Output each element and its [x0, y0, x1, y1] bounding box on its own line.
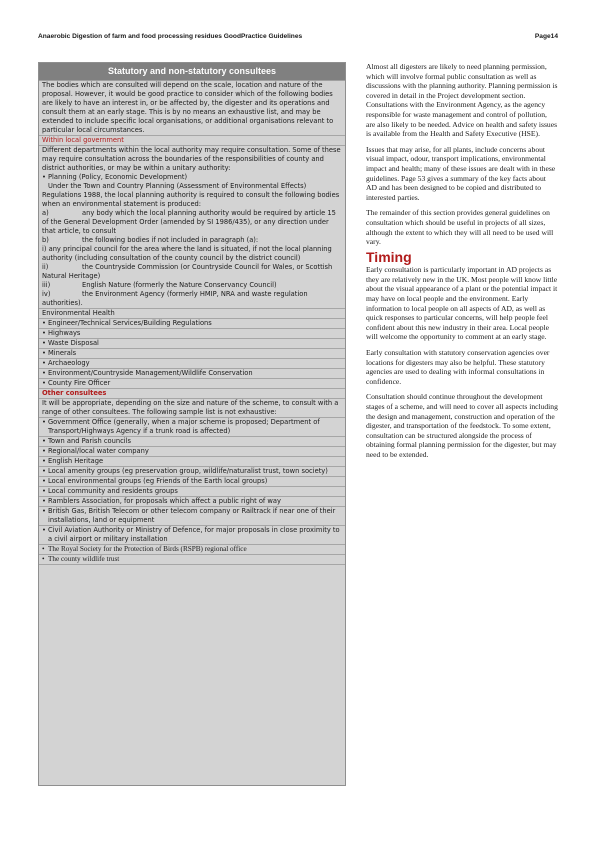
item-text: the Countryside Commission (or Countryside Council for Wales, or Scottish Natural Heritage)	[42, 263, 333, 280]
item-a	[42, 209, 342, 236]
page-header	[38, 33, 558, 45]
right-column	[366, 62, 558, 466]
bullet-icon: •	[42, 526, 46, 534]
item-iv	[42, 290, 342, 308]
bullet-text: Local environmental groups (eg Friends of the Earth local groups)	[48, 477, 268, 485]
bullet-icon: •	[42, 477, 46, 485]
local-bullet-list	[39, 319, 345, 389]
local-intro-row	[39, 146, 345, 309]
bullet-icon: •	[42, 447, 46, 455]
paragraph: Issues that may arise, for all plants, include concerns about visual impact, odour, transport implications, environmental impact and health; many of these issues are dealt with in these guidelines. Page 53 gives a summary of the key facts about AD and has been designed to be copied and distributed to interested parties.	[366, 144, 556, 202]
bullet-icon: •	[42, 437, 46, 445]
env-health-row	[39, 309, 345, 319]
bullet-text: Local community and residents groups	[48, 487, 178, 495]
intro-row	[39, 81, 345, 136]
other-consultees-heading: Other consultees	[42, 389, 107, 397]
bullet-text: British Gas, British Telecom or other telecom company or Railtrack if near one of their installations, land or equipment	[48, 507, 336, 524]
item-text: the Environment Agency (formerly HMIP, NRA and waste regulation authorities).	[42, 290, 308, 307]
list-item	[39, 467, 345, 477]
bullet-text: The Royal Society for the Protection of Birds (RSPB) regional office	[48, 545, 247, 553]
paragraph: The remainder of this section provides general guidelines on consultation which should be useful in projects of all sizes, although the extent to which they will all need to be used will vary.	[366, 208, 554, 247]
paragraph: Almost all digesters are likely to need planning permission, which will involve formal public consultation as well as discussions with the planning authority. Planning permission is covered in detail in the Project development section. Consultations with the Environment Agency, as the agency responsible for waste management and control of pollution, are also likely to be needed. Advice on health and safety issues is available from the Health and Safety Executive (HSE).	[366, 62, 558, 139]
bullet-text: Town and Parish councils	[48, 437, 131, 445]
list-item	[39, 418, 345, 437]
list-item	[39, 369, 345, 379]
other-heading-row	[39, 389, 345, 399]
list-item	[39, 329, 345, 339]
bullet-text: Ramblers Association, for proposals which affect a public right of way	[48, 497, 281, 505]
item-label: iv)	[42, 290, 51, 298]
list-item	[39, 339, 345, 349]
list-item	[39, 497, 345, 507]
bullet-text: Government Office (generally, when a major scheme is proposed; Department of Transport/Highways Agency if a trunk road is affected)	[48, 418, 320, 435]
consultees-box	[38, 62, 346, 786]
box-body	[39, 81, 345, 565]
bullet-text: Highways	[48, 329, 81, 337]
bullet-icon: •	[42, 359, 46, 367]
list-item	[39, 437, 345, 447]
other-bullet-list	[39, 418, 345, 545]
local-government-heading: Within local government	[42, 136, 124, 144]
bullet-text: Environment/Countryside Management/Wildlife Conservation	[48, 369, 253, 377]
list-item	[39, 359, 345, 369]
list-item	[39, 319, 345, 329]
bullet-icon: •	[42, 467, 46, 475]
bullet-icon: •	[42, 545, 45, 553]
planning-bullet: Planning (Policy, Economic Development)	[48, 173, 188, 181]
list-item	[39, 457, 345, 467]
list-item	[39, 526, 345, 545]
item-text: any body which the local planning authority would be required by article 15 of the General Development Order (amended by SI 1986/435), or any direction under that article, to consult	[42, 209, 336, 235]
item-i: i) any principal council for the area where the land is situated, if not the local planning authority (including consultation of the county council by the district council)	[42, 245, 332, 262]
planning-text: Under the Town and Country Planning (Assessment of Environmental Effects) Regulations 1988, the local planning authority is required to consult the following bodies when an environmental statement is produced:	[42, 182, 340, 208]
local-heading-row	[39, 136, 345, 146]
serif-bullet-list	[39, 545, 345, 565]
paragraph: Consultation should continue throughout the development stages of a scheme, and will need to cover all aspects including the design and management, construction and operation of the digester, and transportation of the feedstock. To some extent, consultation can be structured alongside the process of obtaining formal planning permission for the digester, but may need to be extended.	[366, 392, 558, 459]
bullet-icon: •	[42, 457, 46, 465]
bullet-icon: •	[42, 329, 46, 337]
bullet-text: Local amenity groups (eg preservation group, wildlife/naturalist trust, town society)	[48, 467, 328, 475]
list-item	[39, 507, 345, 526]
list-item	[39, 477, 345, 487]
page-number: Page14	[534, 33, 558, 40]
item-label: b)	[42, 236, 49, 244]
item-text: English Nature (formerly the Nature Conservancy Council)	[82, 281, 277, 289]
box-title: Statutory and non-statutory consultees	[39, 63, 345, 81]
bullet-icon: •	[42, 349, 46, 357]
item-b	[42, 236, 342, 245]
bullet-icon: •	[42, 418, 46, 426]
other-intro-text: It will be appropriate, depending on the size and nature of the scheme, to consult with a range of other consultees. The following sample list is not exhaustive:	[42, 399, 339, 416]
list-item	[39, 545, 345, 555]
bullet-text: Regional/local water company	[48, 447, 149, 455]
list-item	[42, 173, 342, 182]
timing-heading: Timing	[366, 248, 412, 265]
bullet-text: The county wildlife trust	[48, 555, 120, 563]
bullet-icon: •	[42, 319, 46, 327]
bullet-text: Minerals	[48, 349, 77, 357]
bullet-icon: •	[42, 507, 46, 515]
paragraph: Early consultation with statutory conservation agencies over locations for digesters may also be helpful. These statutory agencies are used to dealing with informal consultations in confidence.	[366, 348, 550, 386]
bullet-text: Engineer/Technical Services/Building Regulations	[48, 319, 212, 327]
bullet-text: Waste Disposal	[48, 339, 99, 347]
item-label: a)	[42, 209, 49, 217]
item-ii	[42, 263, 342, 281]
bullet-text: Civil Aviation Authority or Ministry of Defence, for major proposals in close proximity to a civil airport or military installation	[48, 526, 340, 543]
list-item	[39, 447, 345, 457]
bullet-icon: •	[42, 339, 46, 347]
item-iii	[42, 281, 342, 290]
list-item	[39, 379, 345, 389]
item-label: iii)	[42, 281, 51, 289]
bullet-text: County Fire Officer	[48, 379, 111, 387]
bullet-text: Archaeology	[48, 359, 90, 367]
item-label: ii)	[42, 263, 49, 271]
list-item	[39, 487, 345, 497]
paragraph: Early consultation is particularly important in AD projects as they are relatively new in the UK. Most people will know little about the visual appearance of a plant or the potential impact it may have on local people and the environment. Early information to local people on all aspects of AD, as well as quick responses to particular concerns, will help people feel confident about this new industry in their area. Local people will welcome the opportunity to comment at an early stage.	[366, 265, 558, 342]
bullet-text: English Heritage	[48, 457, 104, 465]
local-intro-text: Different departments within the local authority may require consultation. Some of these may require consultation across the boundaries of the responsibilities of county and district authorities, or may be within a unitary authority:	[42, 146, 341, 172]
bullet-icon: •	[42, 497, 46, 505]
bullet-icon: •	[42, 369, 46, 377]
list-item	[39, 555, 345, 565]
bullet-icon: •	[42, 555, 45, 563]
intro-text: The bodies which are consulted will depend on the scale, location and nature of the proposal. However, it would be good practice to consider which of the following bodies are likely to have an interest in, or be affected by, the digester and its operations and consult them at an early stage. This is by no means an exhaustive list, and may be extended to include specific local organisations, or additional organisations relevant to particular local circumstances.	[42, 81, 334, 134]
other-intro-row	[39, 399, 345, 418]
environmental-health: Environmental Health	[42, 309, 115, 317]
bullet-icon: •	[42, 173, 46, 181]
bullet-icon: •	[42, 487, 46, 495]
bullet-icon: •	[42, 379, 46, 387]
document-title: Anaerobic Digestion of farm and food processing residues GoodPractice Guidelines	[38, 33, 303, 40]
item-text: the following bodies if not included in paragraph (a):	[82, 236, 259, 244]
list-item	[39, 349, 345, 359]
